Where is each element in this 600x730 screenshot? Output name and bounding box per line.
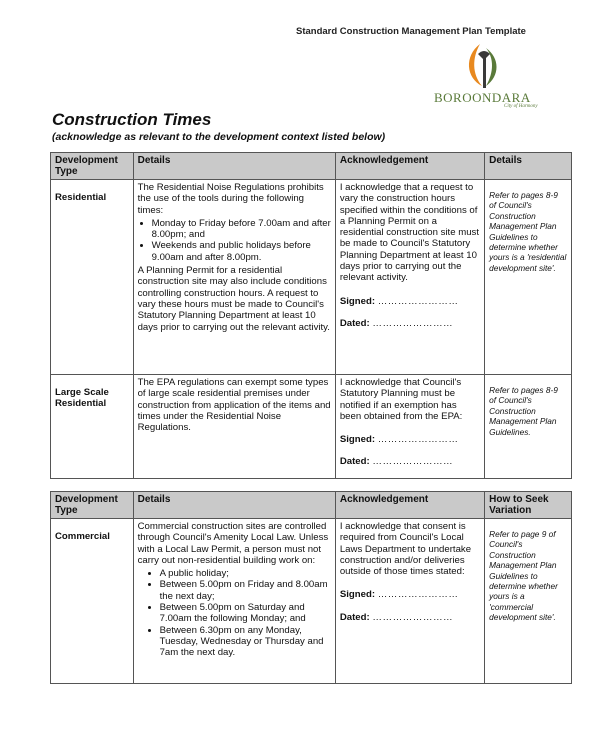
- table-row: [51, 519, 572, 684]
- details-list: [138, 218, 331, 263]
- page-title: Construction Times: [52, 110, 212, 129]
- row-reference: Refer to pages 8-9 of Council's Construction Management Plan Guidelines to determine whether yours is a 'residential development site'.: [485, 180, 572, 375]
- row-type: Residential: [51, 180, 134, 375]
- dated-label: Dated:: [339, 456, 370, 468]
- ack-text: I acknowledge that consent is required from Council's Local Laws Department to undertake construction and/or deliveries outside of those times stated:: [339, 521, 472, 578]
- document-header: Standard Construction Management Plan Template: [296, 26, 526, 37]
- signed-field[interactable]: ……………………: [377, 434, 459, 446]
- dated-label: Dated:: [339, 317, 370, 329]
- list-item: • Between 5.00pm on Friday and 8.00am the next day;: [160, 579, 331, 602]
- header-details: Details: [133, 153, 335, 180]
- logo-subtitle: City of Harmony: [504, 104, 538, 109]
- commercial-times-table: [50, 491, 572, 684]
- row-details: [133, 180, 335, 375]
- list-item: • Between 5.00pm on Saturday and 7.00am the following Monday; and: [160, 602, 331, 625]
- list-item: • Monday to Friday before 7.00am and after 8.00pm; and: [152, 218, 331, 241]
- dated-field[interactable]: ……………………: [372, 456, 454, 468]
- row-type: Commercial: [51, 519, 134, 684]
- leaf-icon: [460, 42, 520, 90]
- signed-field[interactable]: ……………………: [377, 589, 459, 601]
- table-header-row: [51, 492, 572, 519]
- header-details: Details: [133, 492, 335, 519]
- page-subtitle: (acknowledge as relevant to the development context listed below): [52, 131, 386, 143]
- list-item: • A public holiday;: [160, 568, 331, 579]
- construction-times-table: [50, 152, 572, 479]
- details-intro: The Residential Noise Regulations prohibits the use of the tools during the following times:: [137, 182, 324, 216]
- row-reference: Refer to page 9 of Council's Construction Management Plan Guidelines to determine whether yours is a 'commercial development site'.: [485, 519, 572, 684]
- logo-name: BOROONDARA: [434, 90, 531, 105]
- row-details: [133, 375, 335, 479]
- details-text: The EPA regulations can exempt some types of large scale residential premises under construction from application of the items and times under the Residential Noise Regulations.: [137, 377, 331, 434]
- dated-field[interactable]: ……………………: [372, 317, 454, 329]
- header-details-ref: Details: [485, 153, 572, 180]
- signed-field[interactable]: ……………………: [377, 295, 459, 307]
- table-row: [51, 180, 572, 375]
- ack-text: I acknowledge that a request to vary the construction hours specified within the conditions of a Planning Permit on a residential construction site must be made to Council's Statutory Planning Department at least 10 days prior to carrying out the relevant activity.: [339, 182, 480, 284]
- table-row: [51, 375, 572, 479]
- row-type: Large Scale Residential: [51, 375, 134, 479]
- signed-label: Signed:: [339, 589, 376, 601]
- row-acknowledgement: [335, 519, 484, 684]
- dated-field[interactable]: ……………………: [372, 611, 454, 623]
- signed-label: Signed:: [339, 295, 376, 307]
- details-intro: Commercial construction sites are controlled through Council's Amenity Local Law. Unless with a Local Law Permit, a person must not carry out non-residential building work on:: [137, 521, 329, 566]
- list-item: • Weekends and public holidays before 9.00am and after 8.00pm.: [152, 240, 331, 263]
- row-acknowledgement: [335, 375, 484, 479]
- header-development-type: Development Type: [51, 492, 134, 519]
- header-acknowledgement: Acknowledgement: [335, 492, 484, 519]
- row-details: [133, 519, 335, 684]
- signed-label: Signed:: [339, 434, 376, 446]
- row-acknowledgement: [335, 180, 484, 375]
- list-item: • Between 6.30pm on any Monday, Tuesday, Wednesday or Thursday and 7am the next day.: [160, 625, 331, 659]
- details-extra: A Planning Permit for a residential construction site may also include conditions controlling construction hours. A request to vary these hours must be made to Council's Statutory Planning Department at least 10 days prior to carrying out the relevant activity.: [137, 265, 330, 333]
- table-header-row: [51, 153, 572, 180]
- details-list: [138, 568, 331, 658]
- ack-text: I acknowledge that Council's Statutory Planning must be notified if an exemption has been obtained from the EPA:: [339, 377, 463, 422]
- header-development-type: Development Type: [51, 153, 134, 180]
- council-logo: [430, 42, 550, 112]
- dated-label: Dated:: [339, 611, 370, 623]
- header-how-to-seek-variation: How to Seek Variation: [485, 492, 572, 519]
- row-reference: Refer to pages 8-9 of Council's Construction Management Plan Guidelines.: [485, 375, 572, 479]
- header-acknowledgement: Acknowledgement: [335, 153, 484, 180]
